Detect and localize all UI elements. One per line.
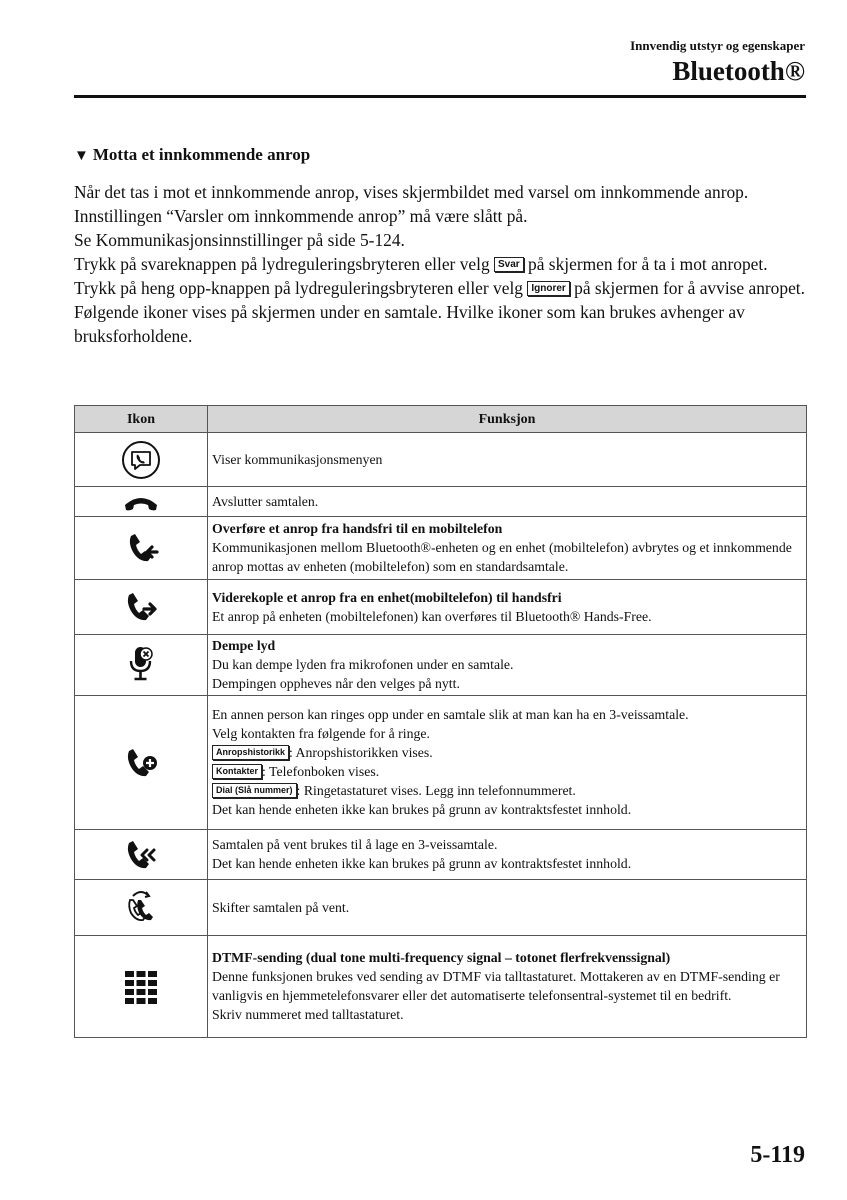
table-row <box>75 635 807 696</box>
function-text: Dempingen oppheves når den velges på nytt. <box>212 676 460 691</box>
table-row <box>75 696 807 830</box>
table-header-row <box>75 406 807 433</box>
contacts-button: Kontakter <box>212 764 262 779</box>
intro-paragraph-1: Når det tas i mot et innkommende anrop, vises skjermbildet med varsel om innkommende anrop. Innstillingen “Varsler om innkommende anrop” må være slått på. <box>74 182 749 226</box>
section-heading <box>74 145 310 165</box>
intro-paragraph-5: Følgende ikoner vises på skjermen under en samtale. Hvilke ikoner som kan brukes avhenger av bruksforholdene. <box>74 302 745 346</box>
function-text: Det kan hende enheten ikke kan brukes på grunn av kontraktsfestet innhold. <box>212 802 632 817</box>
section-marker: ▼ <box>74 148 89 164</box>
function-text: En annen person kan ringes opp under en samtale slik at man kan ha en 3-veissamtale. <box>212 707 689 722</box>
intro-paragraph-2: Se Kommunikasjonsinnstillinger på side 5-124. <box>74 230 405 250</box>
table-row <box>75 580 807 635</box>
option-text: : Anropshistorikken vises. <box>289 745 433 760</box>
function-cell <box>208 936 807 1038</box>
intro-text <box>74 180 809 348</box>
table-row <box>75 487 807 517</box>
function-text: Det kan hende enheten ikke kan brukes på grunn av kontraktsfestet innhold. <box>212 856 632 871</box>
communication-menu-icon <box>75 433 208 487</box>
function-title: Overføre et anrop fra handsfri til en mobiltelefon <box>212 521 503 536</box>
transfer-to-handsfree-icon <box>75 580 208 635</box>
page-title: Bluetooth® <box>672 56 805 86</box>
intro-p4-post: på skjermen for å avvise anropet. <box>574 278 805 298</box>
option-text: : Ringetastaturet vises. Legg inn telefonnummeret. <box>296 783 576 798</box>
column-header-function: Funksjon <box>208 406 807 433</box>
table-row <box>75 830 807 880</box>
page-number: 5-119 <box>750 1142 805 1168</box>
merge-call-icon <box>75 830 208 880</box>
function-text: Velg kontakten fra følgende for å ringe. <box>212 726 430 741</box>
ignore-button: Ignorer <box>527 281 569 296</box>
table-row <box>75 880 807 936</box>
function-title: Dempe lyd <box>212 638 276 653</box>
table-row <box>75 936 807 1038</box>
function-cell <box>208 880 807 936</box>
table-row <box>75 517 807 580</box>
swap-call-icon <box>75 880 208 936</box>
option-dial <box>212 781 802 800</box>
add-call-icon <box>75 696 208 830</box>
intro-paragraph-4 <box>74 276 809 300</box>
table-row <box>75 433 807 487</box>
mute-microphone-icon <box>75 635 208 696</box>
function-title: DTMF-sending (dual tone multi-frequency signal – totonet flerfrekvenssignal) <box>212 950 671 965</box>
function-text: Skifter samtalen på vent. <box>212 899 350 915</box>
header-divider <box>74 95 806 98</box>
dial-button: Dial (Slå nummer) <box>212 783 297 798</box>
function-cell <box>208 433 807 487</box>
function-text: Denne funksjonen brukes ved sending av DTMF via talltastaturet. Mottakeren av en DTMF-sending er vanligvis en hjemmetelefonsvarer eller det automatiserte telefonsentral-systemet til en bedrift. <box>212 969 780 1003</box>
function-cell <box>208 696 807 830</box>
section-title: Motta et innkommende anrop <box>92 145 311 164</box>
intro-paragraph-3 <box>74 252 809 276</box>
function-text: Skriv nummeret med talltastaturet. <box>212 1007 404 1022</box>
function-text: Samtalen på vent brukes til å lage en 3-veissamtale. <box>212 837 498 852</box>
intro-p3-post: på skjermen for å ta i mot anropet. <box>528 254 768 274</box>
transfer-to-phone-icon <box>75 517 208 580</box>
function-title: Viderekople et anrop fra en enhet(mobiltelefon) til handsfri <box>212 589 562 605</box>
function-cell <box>208 517 807 580</box>
function-cell <box>208 635 807 696</box>
function-cell <box>208 830 807 880</box>
function-text: Avslutter samtalen. <box>212 493 319 509</box>
hang-up-icon <box>75 487 208 517</box>
option-text: : Telefonboken vises. <box>262 764 380 779</box>
intro-p4-pre: Trykk på heng opp-knappen på lydreguleringsbryteren eller velg <box>74 278 523 298</box>
call-history-button: Anropshistorikk <box>212 745 289 760</box>
intro-p3-pre: Trykk på svareknappen på lydreguleringsbryteren eller velg <box>74 254 490 274</box>
keypad-icon <box>75 936 208 1038</box>
icon-function-table <box>74 405 807 1038</box>
function-text: Kommunikasjonen mellom Bluetooth®-enheten og en enhet (mobiltelefon) avbrytes og et innkommende anrop mottas av enheten (mobiltelefon) som en standardsamtale. <box>212 540 792 574</box>
option-call-history <box>212 743 802 762</box>
function-text: Du kan dempe lyden fra mikrofonen under en samtale. <box>212 657 514 672</box>
column-header-icon: Ikon <box>75 406 208 433</box>
function-text: Viser kommunikasjonsmenyen <box>212 451 383 467</box>
option-contacts <box>212 762 802 781</box>
function-cell <box>208 487 807 517</box>
function-cell <box>208 580 807 635</box>
chapter-title: Innvendig utstyr og egenskaper <box>630 38 805 53</box>
function-text: Et anrop på enheten (mobiltelefonen) kan overføres til Bluetooth® Hands-Free. <box>212 608 652 624</box>
answer-button: Svar <box>494 257 524 272</box>
